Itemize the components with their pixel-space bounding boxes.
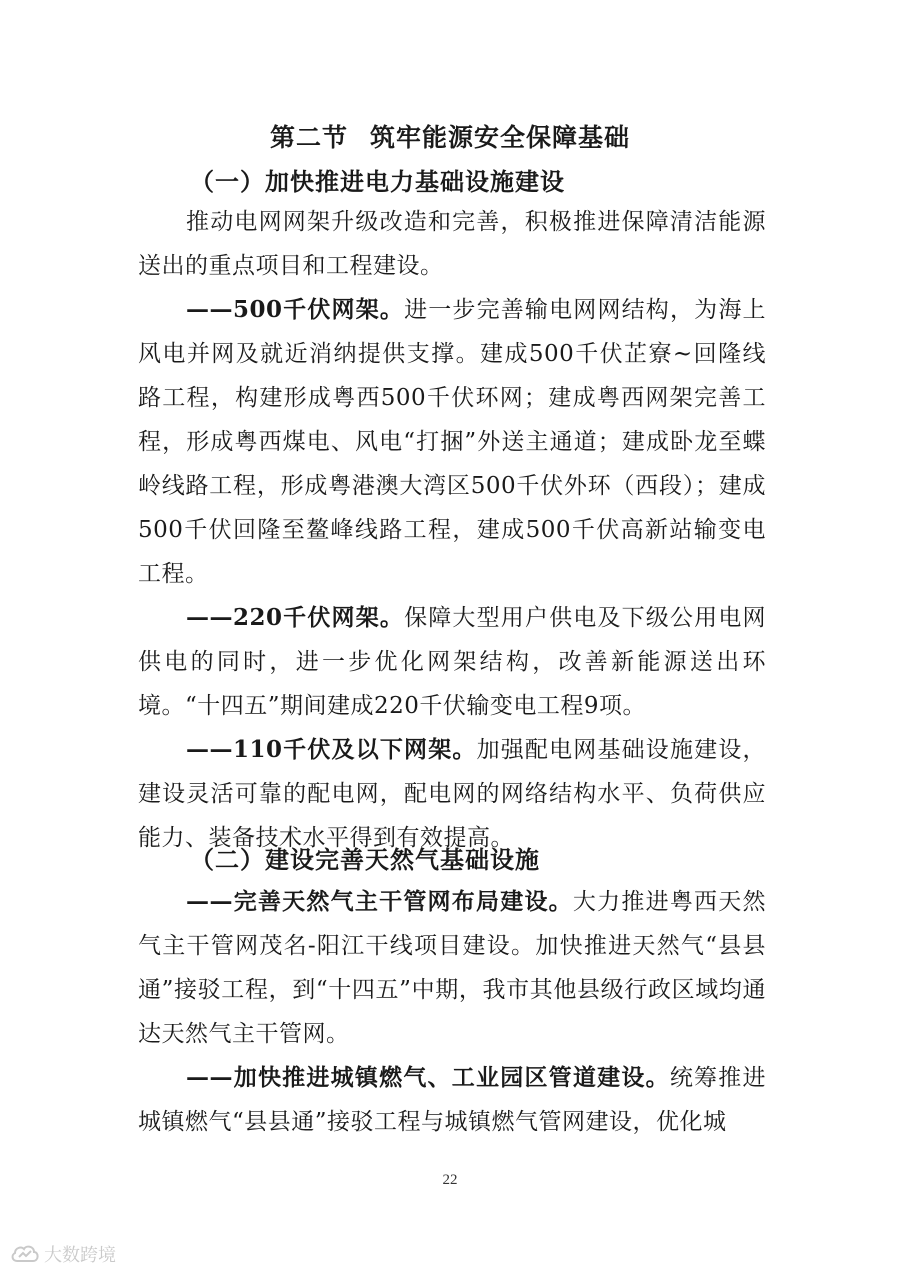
paragraph-text: 推动电网网架升级改造和完善，积极推进保障清洁能源送出的重点项目和工程建设。 [138, 209, 766, 279]
section-title [0, 120, 900, 156]
paragraph-220kv [138, 596, 766, 728]
paragraph-lead: ——完善天然气主干管网布局建设。 [186, 888, 573, 915]
paragraph-text: 进一步完善输电网网结构，为海上风电并网及就近消纳提供支撑。建成500千伏芷寮~回隆线路工程，构建形成粤西500千伏环网；建成粤西网架完善工程，形成粤西煤电、风电“打捆”外送主通道；建成卧龙至蝶岭线路工程，形成粤港澳大湾区500千伏外环（西段）；建成500千伏回隆至鳌峰线路工程，建成500千伏高新站输变电工程。 [138, 297, 767, 587]
paragraph-lead: ——500千伏网架。 [186, 296, 405, 323]
page-number: 22 [442, 1172, 458, 1188]
paragraph-urban-gas [138, 1056, 766, 1144]
watermark [10, 1242, 116, 1266]
paragraph-text: 加强配电网基础设施建设，建设灵活可靠的配电网，配电网的网络结构水平、负荷供应能力、装备技术水平得到有效提高。 [138, 737, 766, 851]
paragraph-110kv [138, 728, 766, 860]
cloud-logo-icon [10, 1243, 40, 1265]
section-name: 筑牢能源安全保障基础 [370, 123, 631, 152]
watermark-text: 大数跨境 [44, 1245, 116, 1266]
paragraph-text: 统筹推进城镇燃气“县县通”接驳工程与城镇燃气管网建设，优化城 [138, 1065, 767, 1135]
paragraph-lead: ——220千伏网架。 [186, 604, 405, 631]
paragraph-lead: ——加快推进城镇燃气、工业园区管道建设。 [186, 1064, 670, 1091]
paragraph-lead: ——110千伏及以下网架。 [186, 736, 477, 763]
section-number: 第二节 [269, 123, 348, 152]
subsection-heading-1: （一）加快推进电力基础设施建设 [190, 167, 565, 196]
paragraph-gas-network [138, 880, 766, 1056]
paragraph-text: 保障大型用户供电及下级公用电网供电的同时，进一步优化网架结构，改善新能源送出环境。“十四五”期间建成220千伏输变电工程9项。 [138, 605, 767, 719]
subsection-heading-2: （二）建设完善天然气基础设施 [190, 845, 540, 874]
paragraph-500kv [138, 288, 766, 596]
paragraph-text: 大力推进粤西天然气主干管网茂名-阳江干线项目建设。加快推进天然气“县县通”接驳工程，到“十四五”中期，我市其他县级行政区域均通达天然气主干管网。 [138, 889, 767, 1047]
paragraph-1 [138, 200, 766, 288]
